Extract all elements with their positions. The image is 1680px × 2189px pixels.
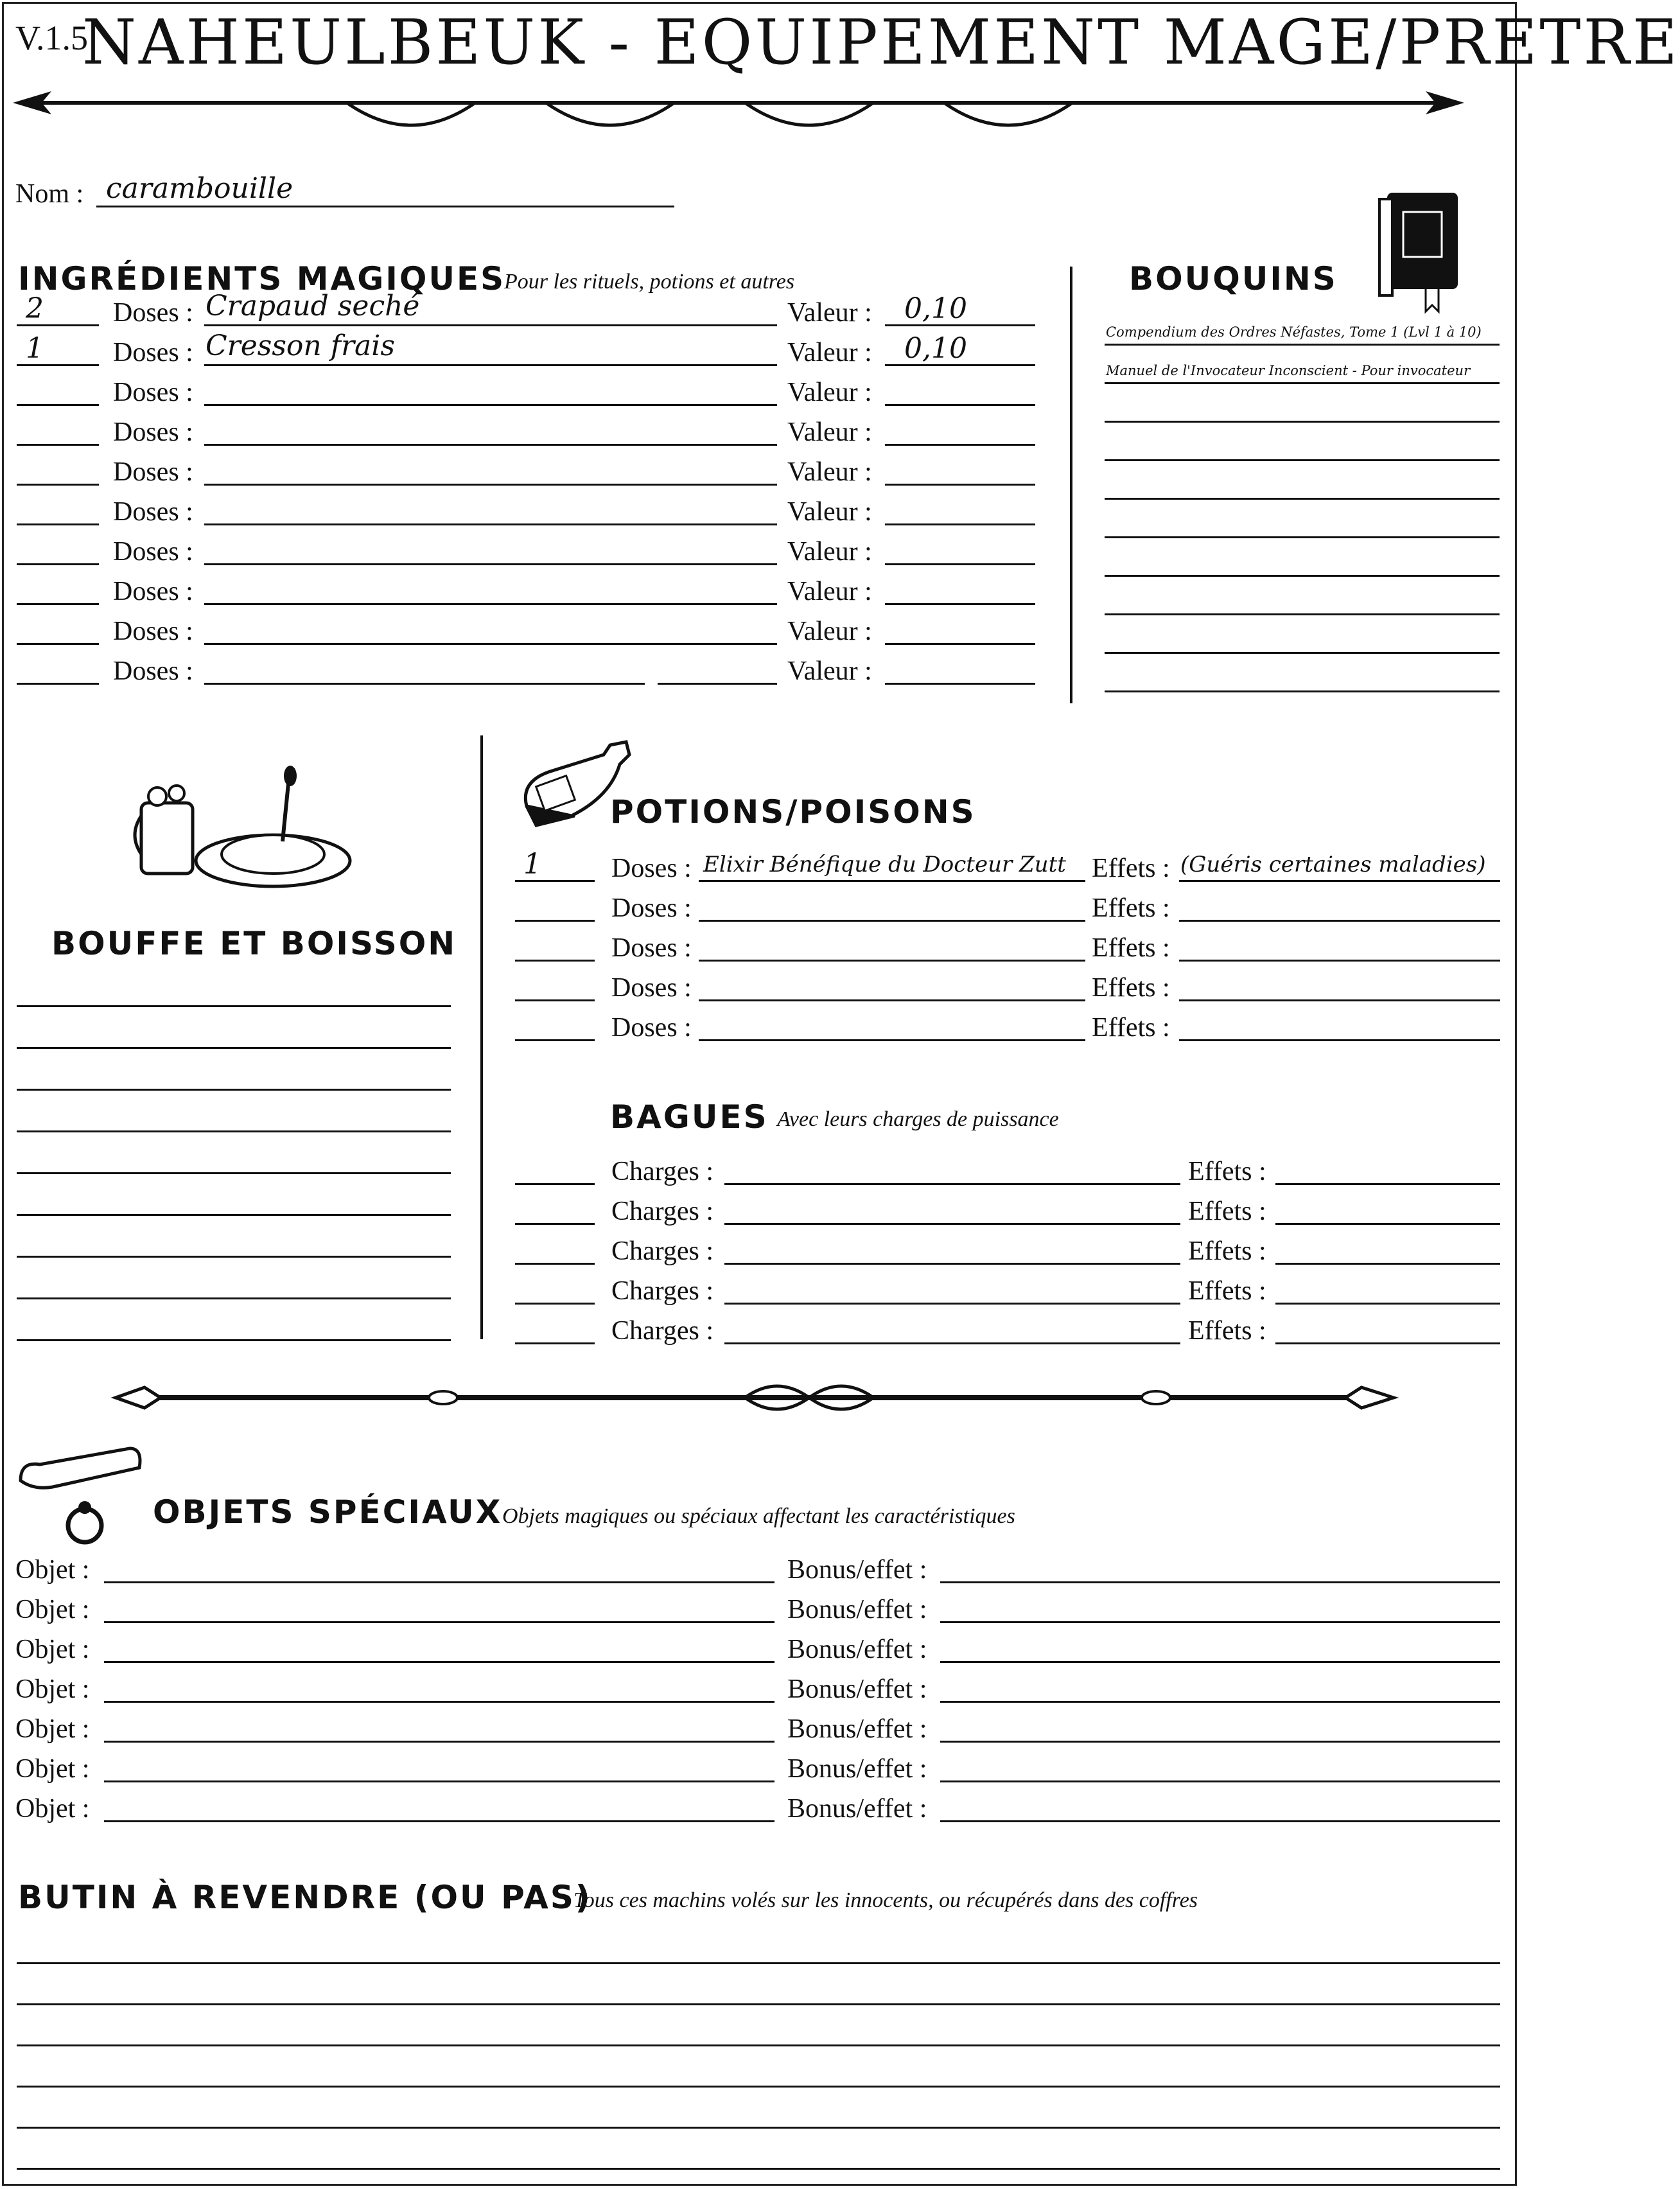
ingredient-doses-label: Doses :	[113, 497, 193, 527]
bouffe-line[interactable]	[17, 1089, 451, 1091]
ingredient-valeur-label: Valeur :	[787, 418, 872, 447]
ingredient-valeur-label: Valeur :	[787, 298, 872, 328]
bague-effets-label: Effets :	[1188, 1276, 1266, 1306]
potion-name-line	[699, 920, 1085, 922]
ingredient-qty-line	[17, 364, 99, 366]
bague-qty-line[interactable]	[515, 1303, 595, 1305]
ingredient-valeur-label: Valeur :	[787, 338, 872, 367]
ingredient-value-line	[885, 563, 1035, 565]
ingredient-name-line	[204, 404, 777, 406]
ingredient-value-line	[885, 364, 1035, 366]
ingredient-value-line	[885, 324, 1035, 326]
bouffe-line[interactable]	[17, 1297, 451, 1299]
butin-line[interactable]	[17, 1962, 1500, 1964]
ingredient-qty-line	[17, 444, 99, 446]
ingredient-name-line	[204, 523, 777, 525]
bouffe-line[interactable]	[17, 1214, 451, 1216]
spear-ornament-icon	[13, 84, 1464, 141]
potions-title: POTIONS/POISONS	[610, 793, 976, 831]
butin-line[interactable]	[17, 2086, 1500, 2088]
bagues-subtitle: Avec leurs charges de puissance	[777, 1107, 1059, 1131]
food-icon	[128, 764, 353, 893]
divider-bouquins	[1070, 267, 1072, 703]
bague-effets-line[interactable]	[1275, 1342, 1500, 1344]
bague-effets-label: Effets :	[1188, 1316, 1266, 1346]
potion-effect-line	[1179, 880, 1500, 882]
ingredient-value-line	[885, 603, 1035, 605]
bonus-label: Bonus/effet :	[787, 1595, 927, 1624]
objet-line[interactable]	[104, 1741, 774, 1743]
ingredient-doses-label: Doses :	[113, 378, 193, 407]
objet-line[interactable]	[104, 1701, 774, 1703]
ingredient-name[interactable]: Crapaud seché	[206, 290, 420, 322]
potion-doses-label: Doses :	[611, 973, 692, 1003]
potion-effets-label: Effets :	[1092, 893, 1170, 923]
bonus-label: Bonus/effet :	[787, 1754, 927, 1784]
potion-effect-line	[1179, 960, 1500, 962]
butin-line[interactable]	[17, 2127, 1500, 2129]
ingredient-valeur-label: Valeur :	[787, 497, 872, 527]
bouquins-title: BOUQUINS	[1129, 260, 1338, 297]
butin-subtitle: Tous ces machins volés sur les innocents, ou récupérés dans des coffres	[573, 1888, 1198, 1912]
bouquin-line	[1105, 690, 1500, 692]
bonus-label: Bonus/effet :	[787, 1794, 927, 1824]
potion-qty-line	[515, 880, 595, 882]
potion-qty-line	[515, 920, 595, 922]
potion-effets-label: Effets :	[1092, 854, 1170, 883]
bague-effets-line[interactable]	[1275, 1183, 1500, 1185]
ingredient-doses-label: Doses :	[113, 457, 193, 487]
ingredient-name[interactable]: Cresson frais	[206, 330, 395, 362]
bague-charges-label: Charges :	[611, 1236, 714, 1266]
bague-charges-line[interactable]	[724, 1342, 1180, 1344]
bouffe-title: BOUFFE ET BOISSON	[51, 925, 457, 962]
ingredient-qty[interactable]: 1	[26, 332, 44, 365]
divider-potions	[480, 735, 483, 1339]
bonus-line[interactable]	[940, 1621, 1500, 1623]
ingredient-value-line	[885, 444, 1035, 446]
ingredient-valeur-label: Valeur :	[787, 537, 872, 567]
objets-subtitle: Objets magiques ou spéciaux affectant les caractéristiques	[502, 1504, 1015, 1528]
ingredient-doses-label: Doses :	[113, 298, 193, 328]
book-icon	[1368, 186, 1471, 315]
objet-line[interactable]	[104, 1621, 774, 1623]
potion-name[interactable]: Elixir Bénéfique du Docteur Zutt	[703, 852, 1066, 877]
ingredient-doses-label: Doses :	[113, 537, 193, 567]
potion-doses-label: Doses :	[611, 1013, 692, 1042]
potion-effect[interactable]: (Guéris certaines maladies)	[1180, 852, 1486, 877]
bague-charges-label: Charges :	[611, 1157, 714, 1186]
bouffe-line[interactable]	[17, 1047, 451, 1049]
ingredient-doses-label: Doses :	[113, 656, 193, 686]
ingredient-name-line	[204, 324, 777, 326]
objet-label: Objet :	[15, 1635, 90, 1664]
bouquin-line	[1105, 536, 1500, 538]
butin-line[interactable]	[17, 2168, 1500, 2170]
ingredient-doses-label: Doses :	[113, 577, 193, 606]
bouffe-line[interactable]	[17, 1339, 451, 1341]
bonus-label: Bonus/effet :	[787, 1675, 927, 1704]
butin-line[interactable]	[17, 2003, 1500, 2005]
bouquin-line	[1105, 498, 1500, 500]
potion-effect-line	[1179, 1039, 1500, 1041]
bague-charges-label: Charges :	[611, 1316, 714, 1346]
ingredient-value-line	[885, 484, 1035, 486]
ingredient-name-line	[204, 683, 645, 685]
objet-label: Objet :	[15, 1714, 90, 1744]
objet-label: Objet :	[15, 1754, 90, 1784]
scroll-ring-icon	[14, 1442, 149, 1551]
bague-charges-label: Charges :	[611, 1276, 714, 1306]
ingredient-name-line	[204, 364, 777, 366]
objet-line[interactable]	[104, 1820, 774, 1822]
bague-charges-line[interactable]	[724, 1183, 1180, 1185]
bague-effets-line[interactable]	[1275, 1263, 1500, 1265]
ingredient-qty-line	[17, 603, 99, 605]
ingredient-qty-line	[17, 683, 99, 685]
ingredient-value-line	[885, 523, 1035, 525]
bouquin-title[interactable]: Manuel de l'Invocateur Inconscient - Pour invocateur	[1106, 363, 1471, 378]
ingredient-doses-label: Doses :	[113, 338, 193, 367]
objet-label: Objet :	[15, 1595, 90, 1624]
nom-label: Nom :	[15, 179, 84, 209]
bouffe-line[interactable]	[17, 1130, 451, 1132]
ingredients-title: INGRÉDIENTS MAGIQUES	[18, 260, 506, 297]
bonus-line[interactable]	[940, 1701, 1500, 1703]
bonus-label: Bonus/effet :	[787, 1635, 927, 1664]
ingredient-valeur-label: Valeur :	[787, 577, 872, 606]
ingredient-valeur-label: Valeur :	[787, 457, 872, 487]
ingredient-doses-label: Doses :	[113, 617, 193, 646]
bouquin-line	[1105, 421, 1500, 423]
bonus-line[interactable]	[940, 1780, 1500, 1782]
potion-effect-line	[1179, 999, 1500, 1001]
bague-qty-line[interactable]	[515, 1342, 595, 1344]
ingredient-value-line	[885, 683, 1035, 685]
bouquin-line	[1105, 575, 1500, 577]
ingredient-name-line	[204, 643, 777, 645]
bague-effets-label: Effets :	[1188, 1157, 1266, 1186]
bouffe-line[interactable]	[17, 1172, 451, 1174]
ingredient-name-line	[204, 484, 777, 486]
ingredient-name-line	[204, 444, 777, 446]
bague-effets-line[interactable]	[1275, 1303, 1500, 1305]
butin-title: BUTIN À REVENDRE (OU PAS)	[18, 1879, 592, 1916]
bague-charges-label: Charges :	[611, 1197, 714, 1226]
objets-title: OBJETS SPÉCIAUX	[153, 1493, 503, 1531]
ingredient-qty-line	[17, 643, 99, 645]
objet-label: Objet :	[15, 1794, 90, 1824]
potion-effets-label: Effets :	[1092, 1013, 1170, 1042]
bouffe-line[interactable]	[17, 1256, 451, 1258]
potion-name-line	[699, 960, 1085, 962]
potion-effect-line	[1179, 920, 1500, 922]
bonus-line[interactable]	[940, 1741, 1500, 1743]
bague-qty-line[interactable]	[515, 1183, 595, 1185]
bonus-line[interactable]	[940, 1661, 1500, 1663]
potion-qty-line	[515, 1039, 595, 1041]
butin-line[interactable]	[17, 2044, 1500, 2046]
bonus-label: Bonus/effet :	[787, 1714, 927, 1744]
potion-name-line	[699, 1039, 1085, 1041]
ingredient-value-line	[885, 404, 1035, 406]
bague-qty-line[interactable]	[515, 1263, 595, 1265]
ingredient-name-line	[658, 683, 777, 685]
bouquin-line	[1105, 382, 1500, 384]
ingredient-qty-line	[17, 563, 99, 565]
ingredient-qty[interactable]: 2	[26, 292, 44, 325]
ingredient-name-line	[204, 603, 777, 605]
nom-value[interactable]: carambouille	[106, 172, 293, 205]
nom-line	[96, 206, 674, 207]
ingredient-qty-line	[17, 484, 99, 486]
bouquin-title[interactable]: Compendium des Ordres Néfastes, Tome 1 (Lvl 1 à 10)	[1106, 324, 1482, 340]
bouquin-line	[1105, 613, 1500, 615]
potion-qty-line	[515, 999, 595, 1001]
ingredient-name-line	[204, 563, 777, 565]
ingredient-value[interactable]: 0,10	[904, 292, 967, 325]
bouquin-line	[1105, 344, 1500, 346]
ingredient-qty-line	[17, 404, 99, 406]
bague-qty-line[interactable]	[515, 1223, 595, 1225]
bague-effets-label: Effets :	[1188, 1236, 1266, 1266]
potion-effets-label: Effets :	[1092, 973, 1170, 1003]
objet-line[interactable]	[104, 1780, 774, 1782]
staff-ornament-icon	[116, 1375, 1394, 1426]
potion-doses-label: Doses :	[611, 854, 692, 883]
potion-qty[interactable]: 1	[523, 848, 541, 881]
bague-charges-line[interactable]	[724, 1263, 1180, 1265]
potion-name-line	[699, 880, 1085, 882]
bouquin-line	[1105, 459, 1500, 461]
objet-label: Objet :	[15, 1555, 90, 1585]
potion-doses-label: Doses :	[611, 933, 692, 963]
ingredient-value[interactable]: 0,10	[904, 332, 967, 365]
objet-label: Objet :	[15, 1675, 90, 1704]
page-title: NAHEULBEUK - EQUIPEMENT MAGE/PRETRE	[82, 6, 1680, 78]
bouffe-line[interactable]	[17, 1005, 451, 1007]
bonus-line[interactable]	[940, 1820, 1500, 1822]
ingredient-valeur-label: Valeur :	[787, 378, 872, 407]
ingredient-valeur-label: Valeur :	[787, 656, 872, 686]
potion-name-line	[699, 999, 1085, 1001]
objet-line[interactable]	[104, 1581, 774, 1583]
bagues-title: BAGUES	[610, 1098, 769, 1136]
bonus-label: Bonus/effet :	[787, 1555, 927, 1585]
potion-doses-label: Doses :	[611, 893, 692, 923]
ingredient-qty-line	[17, 324, 99, 326]
ingredient-value-line	[885, 643, 1035, 645]
bague-charges-line[interactable]	[724, 1303, 1180, 1305]
objet-line[interactable]	[104, 1661, 774, 1663]
ingredient-doses-label: Doses :	[113, 418, 193, 447]
bague-effets-label: Effets :	[1188, 1197, 1266, 1226]
bonus-line[interactable]	[940, 1581, 1500, 1583]
bague-charges-line[interactable]	[724, 1223, 1180, 1225]
ingredient-valeur-label: Valeur :	[787, 617, 872, 646]
potion-effets-label: Effets :	[1092, 933, 1170, 963]
bague-effets-line[interactable]	[1275, 1223, 1500, 1225]
bouquin-line	[1105, 652, 1500, 654]
ingredient-qty-line	[17, 523, 99, 525]
potion-qty-line	[515, 960, 595, 962]
ingredients-subtitle: Pour les rituels, potions et autres	[504, 270, 795, 294]
version-label: V.1.5	[15, 19, 89, 57]
